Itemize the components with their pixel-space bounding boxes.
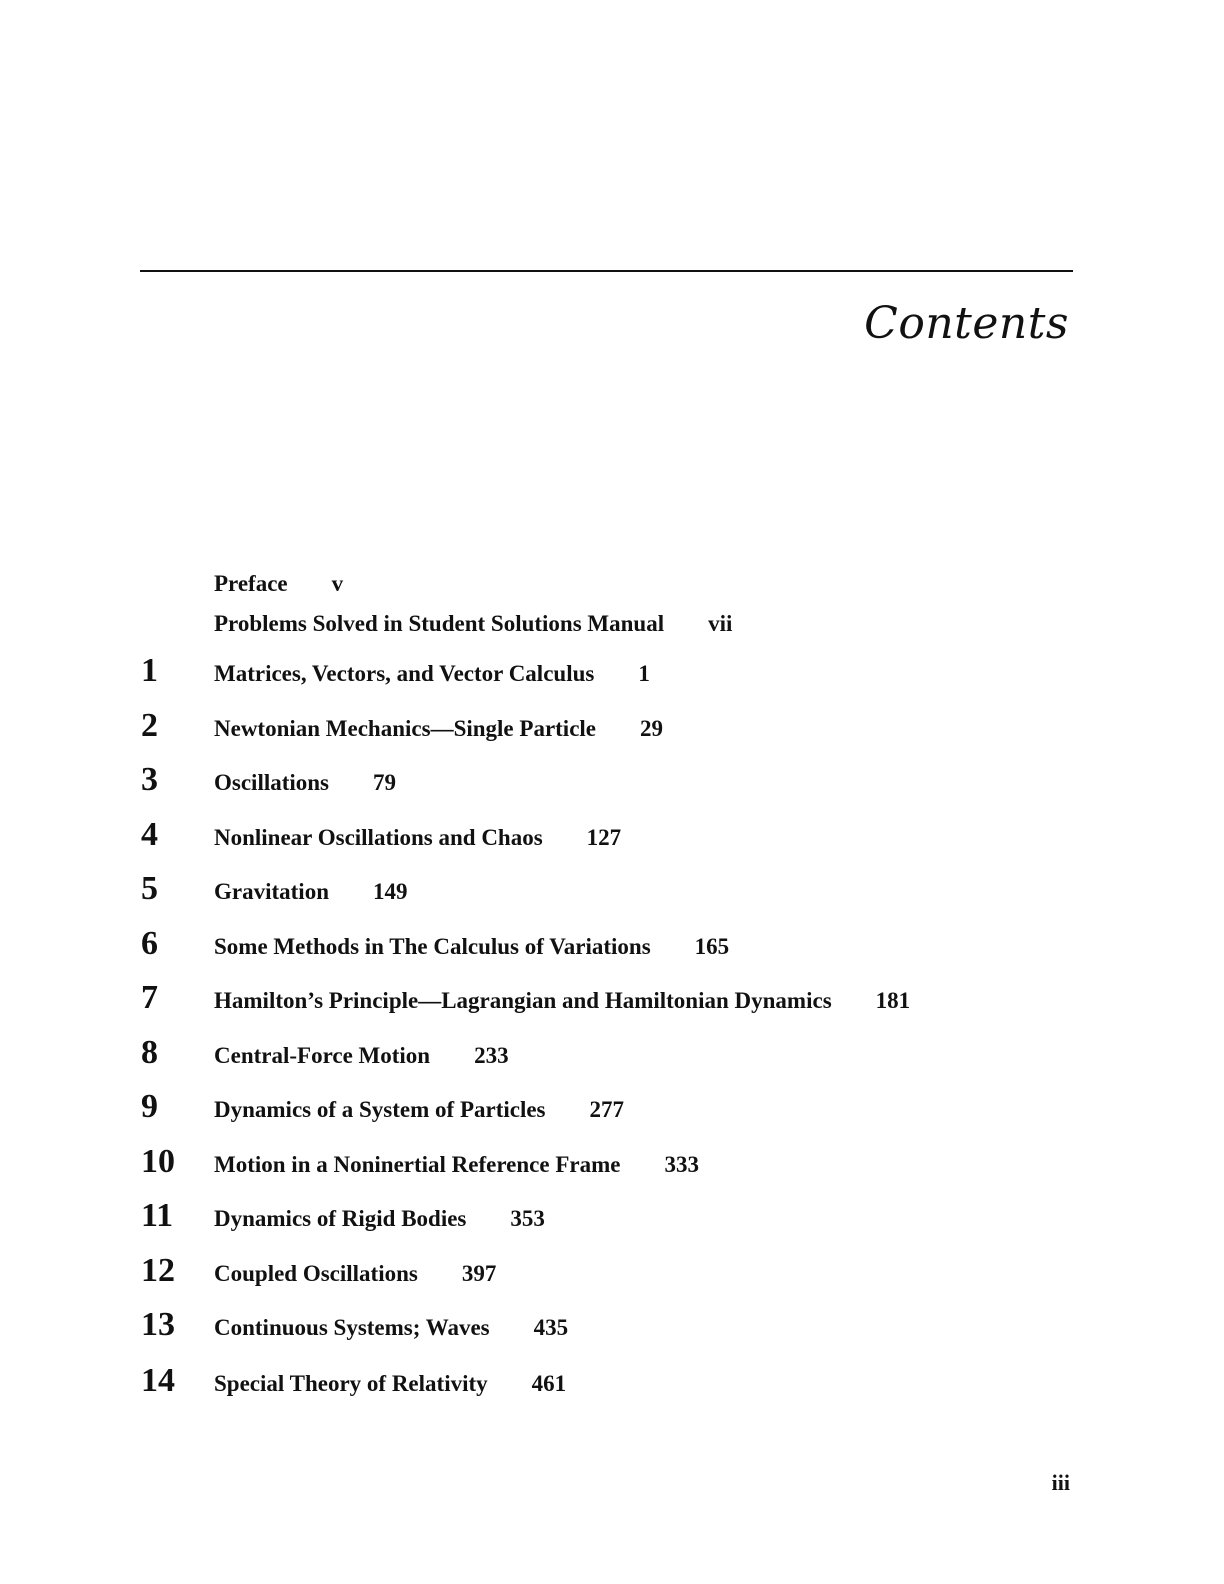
toc-entry-text (214, 1098, 624, 1122)
chapter-number: 2 (141, 707, 158, 744)
chapter-title: Special Theory of Relativity (214, 1371, 488, 1396)
chapter-title: Coupled Oscillations (214, 1261, 418, 1286)
chapter-page: 149 (373, 879, 408, 904)
chapter-number: 8 (141, 1034, 158, 1071)
toc-entry-page: v (331, 571, 344, 596)
header-rule (140, 270, 1073, 272)
toc-chapter-12[interactable] (0, 1254, 1224, 1294)
chapter-title: Dynamics of Rigid Bodies (214, 1206, 467, 1231)
toc-chapter-7[interactable] (0, 981, 1224, 1021)
toc-entry-title: Preface (214, 571, 288, 596)
toc-chapter-6[interactable] (0, 927, 1224, 967)
toc-entry-text (214, 717, 663, 741)
toc-entry-text (214, 1207, 545, 1231)
chapter-number: 6 (141, 925, 158, 962)
toc-chapter-5[interactable] (0, 872, 1224, 912)
toc-entry-text (214, 826, 621, 850)
chapter-number: 4 (141, 816, 158, 853)
toc-chapter-10[interactable] (0, 1145, 1224, 1185)
toc-entry-preface[interactable] (0, 564, 1224, 604)
toc-entry-text (214, 771, 396, 795)
chapter-title: Gravitation (214, 879, 329, 904)
chapter-number: 9 (141, 1088, 158, 1125)
toc-entry-text (214, 1316, 568, 1340)
chapter-title: Continuous Systems; Waves (214, 1315, 490, 1340)
toc-entry-text (214, 1044, 509, 1068)
toc-chapter-13[interactable] (0, 1308, 1224, 1348)
chapter-page: 1 (638, 661, 650, 686)
toc-entry-text (214, 612, 732, 636)
chapter-page: 353 (510, 1206, 545, 1231)
chapter-number: 13 (141, 1306, 175, 1343)
toc-chapter-11[interactable] (0, 1199, 1224, 1239)
toc-entry-text (214, 572, 343, 596)
toc-entry-page: vii (708, 611, 733, 636)
chapter-page: 79 (373, 770, 397, 795)
chapter-number: 7 (141, 979, 158, 1016)
chapter-title: Dynamics of a System of Particles (214, 1097, 546, 1122)
chapter-page: 435 (533, 1315, 569, 1340)
toc-chapter-1[interactable] (0, 654, 1224, 694)
toc-entry-title: Problems Solved in Student Solutions Manual (214, 611, 665, 636)
chapter-page: 461 (531, 1371, 567, 1396)
chapter-title: Newtonian Mechanics—Single Particle (214, 716, 597, 741)
chapter-number: 5 (141, 870, 158, 907)
chapter-number: 11 (141, 1197, 174, 1234)
chapter-title: Central-Force Motion (214, 1043, 431, 1068)
toc-entry-text (214, 880, 408, 904)
toc-entry-text (214, 1372, 566, 1396)
chapter-title: Hamilton’s Principle—Lagrangian and Hamiltonian Dynamics (214, 988, 832, 1013)
chapter-title: Nonlinear Oscillations and Chaos (214, 825, 543, 850)
chapter-page: 397 (461, 1261, 497, 1286)
chapter-page: 333 (664, 1152, 699, 1177)
chapter-title: Motion in a Noninertial Reference Frame (214, 1152, 621, 1177)
toc-chapter-4[interactable] (0, 818, 1224, 858)
toc-entry-text (214, 1262, 496, 1286)
toc-entry-text (214, 989, 910, 1013)
chapter-page: 181 (875, 988, 911, 1013)
toc-chapter-3[interactable] (0, 763, 1224, 803)
toc-entry-problems-solved[interactable] (0, 604, 1224, 644)
page-title: Contents (864, 298, 1069, 349)
page-folio: iii (1051, 1470, 1070, 1495)
toc-chapter-8[interactable] (0, 1036, 1224, 1076)
chapter-page: 233 (474, 1043, 509, 1068)
toc-chapter-2[interactable] (0, 709, 1224, 749)
chapter-number: 14 (141, 1362, 175, 1399)
chapter-page: 277 (589, 1097, 625, 1122)
chapter-page: 127 (586, 825, 622, 850)
toc-entry-text (214, 662, 650, 686)
chapter-number: 10 (141, 1143, 175, 1180)
chapter-number: 12 (141, 1252, 175, 1289)
toc-chapter-9[interactable] (0, 1090, 1224, 1130)
chapter-title: Matrices, Vectors, and Vector Calculus (214, 661, 595, 686)
chapter-title: Some Methods in The Calculus of Variations (214, 934, 651, 959)
chapter-number: 3 (141, 761, 158, 798)
chapter-page: 29 (640, 716, 664, 741)
toc-chapter-14[interactable] (0, 1364, 1224, 1404)
toc-entry-text (214, 1153, 699, 1177)
chapter-number: 1 (141, 652, 158, 689)
chapter-page: 165 (694, 934, 730, 959)
toc-entry-text (214, 935, 729, 959)
chapter-title: Oscillations (214, 770, 330, 795)
